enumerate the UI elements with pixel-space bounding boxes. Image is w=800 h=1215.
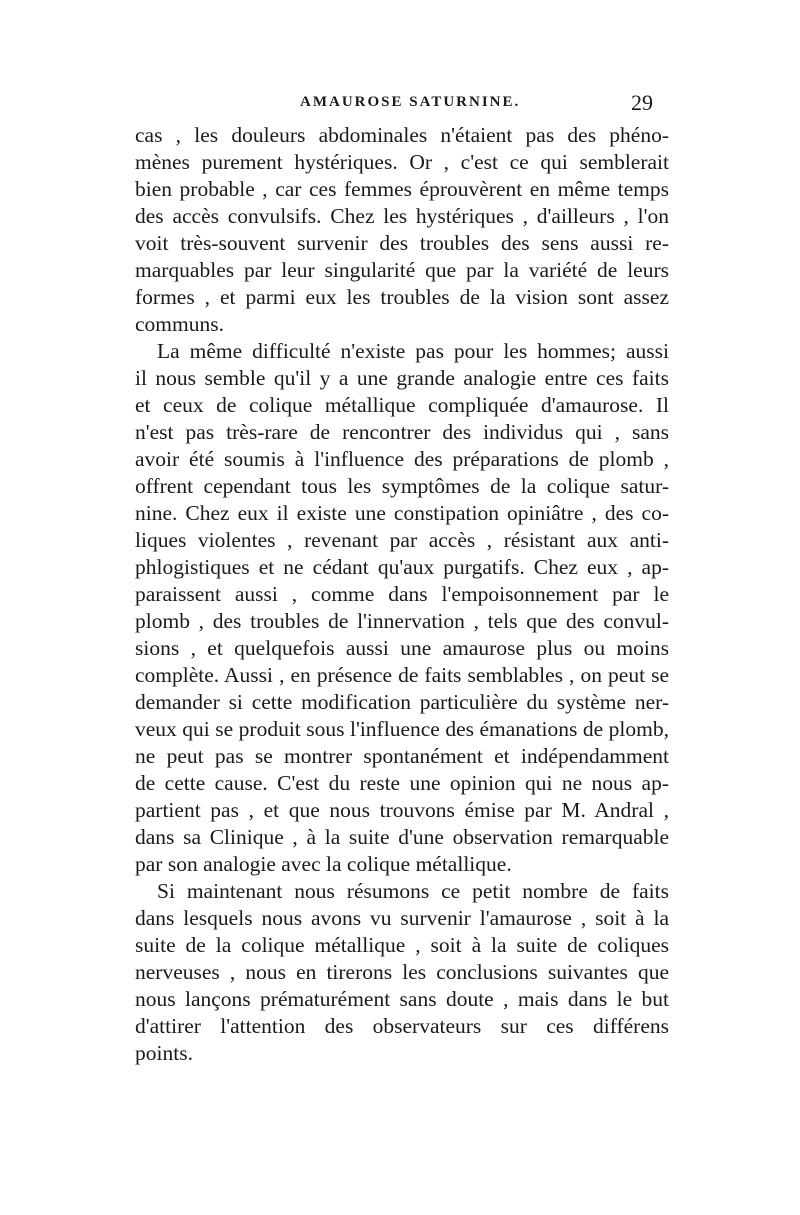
text-line: ne peut pas se montrer spontanément et indépendamment [135, 744, 669, 768]
text-line: voit très-souvent survenir des troubles des sens aussi re- [135, 231, 669, 255]
text-line: il nous semble qu'il y a une grande analogie entre ces faits [135, 366, 669, 390]
text-line: cas , les douleurs abdominales n'étaient pas des phéno- [135, 123, 669, 147]
text-line: mènes purement hystériques. Or , c'est ce qui semblerait [135, 150, 669, 174]
text-line: paraissent aussi , comme dans l'empoisonnement par le [135, 582, 669, 606]
running-header-title: AMAUROSE SATURNINE. [300, 94, 521, 110]
text-line: demander si cette modification particulière du système ner- [135, 690, 669, 714]
text-line: des accès convulsifs. Chez les hystériques , d'ailleurs , l'on [135, 204, 669, 228]
text-line: plomb , des troubles de l'innervation , tels que des convul- [135, 609, 669, 633]
text-line: phlogistiques et ne cédant qu'aux purgatifs. Chez eux , ap- [135, 555, 669, 579]
paragraph-3 [135, 878, 669, 1067]
text-line: liques violentes , revenant par accès , résistant aux anti- [135, 528, 669, 552]
text-line: n'est pas très-rare de rencontrer des individus qui , sans [135, 420, 669, 444]
text-line: avoir été soumis à l'influence des préparations de plomb , [135, 447, 669, 471]
text-line: communs. [135, 312, 224, 336]
text-line: dans lesquels nous avons vu survenir l'amaurose , soit à la [135, 906, 669, 930]
paragraph-2 [135, 338, 669, 878]
text-line: complète. Aussi , en présence de faits semblables , on peut se [135, 663, 669, 687]
text-line: points. [135, 1041, 193, 1065]
text-line: par son analogie avec la colique métallique. [135, 852, 512, 876]
text-line: sions , et quelquefois aussi une amaurose plus ou moins [135, 636, 669, 660]
text-line: partient pas , et que nous trouvons émise par M. Andral , [135, 798, 669, 822]
text-line: bien probable , car ces femmes éprouvèrent en même temps [135, 177, 669, 201]
text-line: nous lançons prématurément sans doute , mais dans le but [135, 987, 669, 1011]
paragraph-1 [135, 122, 669, 338]
page-number: 29 [631, 90, 653, 115]
body-text [135, 122, 669, 1067]
text-line: marquables par leur singularité que par la variété de leurs [135, 258, 669, 282]
text-line: nerveuses , nous en tirerons les conclusions suivantes que [135, 960, 669, 984]
text-line: dans sa Clinique , à la suite d'une observation remarquable [135, 825, 669, 849]
text-line: formes , et parmi eux les troubles de la vision sont assez [135, 285, 669, 309]
text-line: veux qui se produit sous l'influence des émanations de plomb, [135, 717, 669, 741]
text-line: nine. Chez eux il existe une constipation opiniâtre , des co- [135, 501, 669, 525]
text-line: Si maintenant nous résumons ce petit nombre de faits [157, 879, 669, 903]
text-line: offrent cependant tous les symptômes de la colique satur- [135, 474, 669, 498]
text-line: de cette cause. C'est du reste une opinion qui ne nous ap- [135, 771, 669, 795]
text-line: et ceux de colique métallique compliquée d'amaurose. Il [135, 393, 669, 417]
text-line: suite de la colique métallique , soit à la suite de coliques [135, 933, 669, 957]
text-line: La même difficulté n'existe pas pour les hommes; aussi [157, 339, 669, 363]
text-line: d'attirer l'attention des observateurs sur ces différens [135, 1014, 669, 1038]
